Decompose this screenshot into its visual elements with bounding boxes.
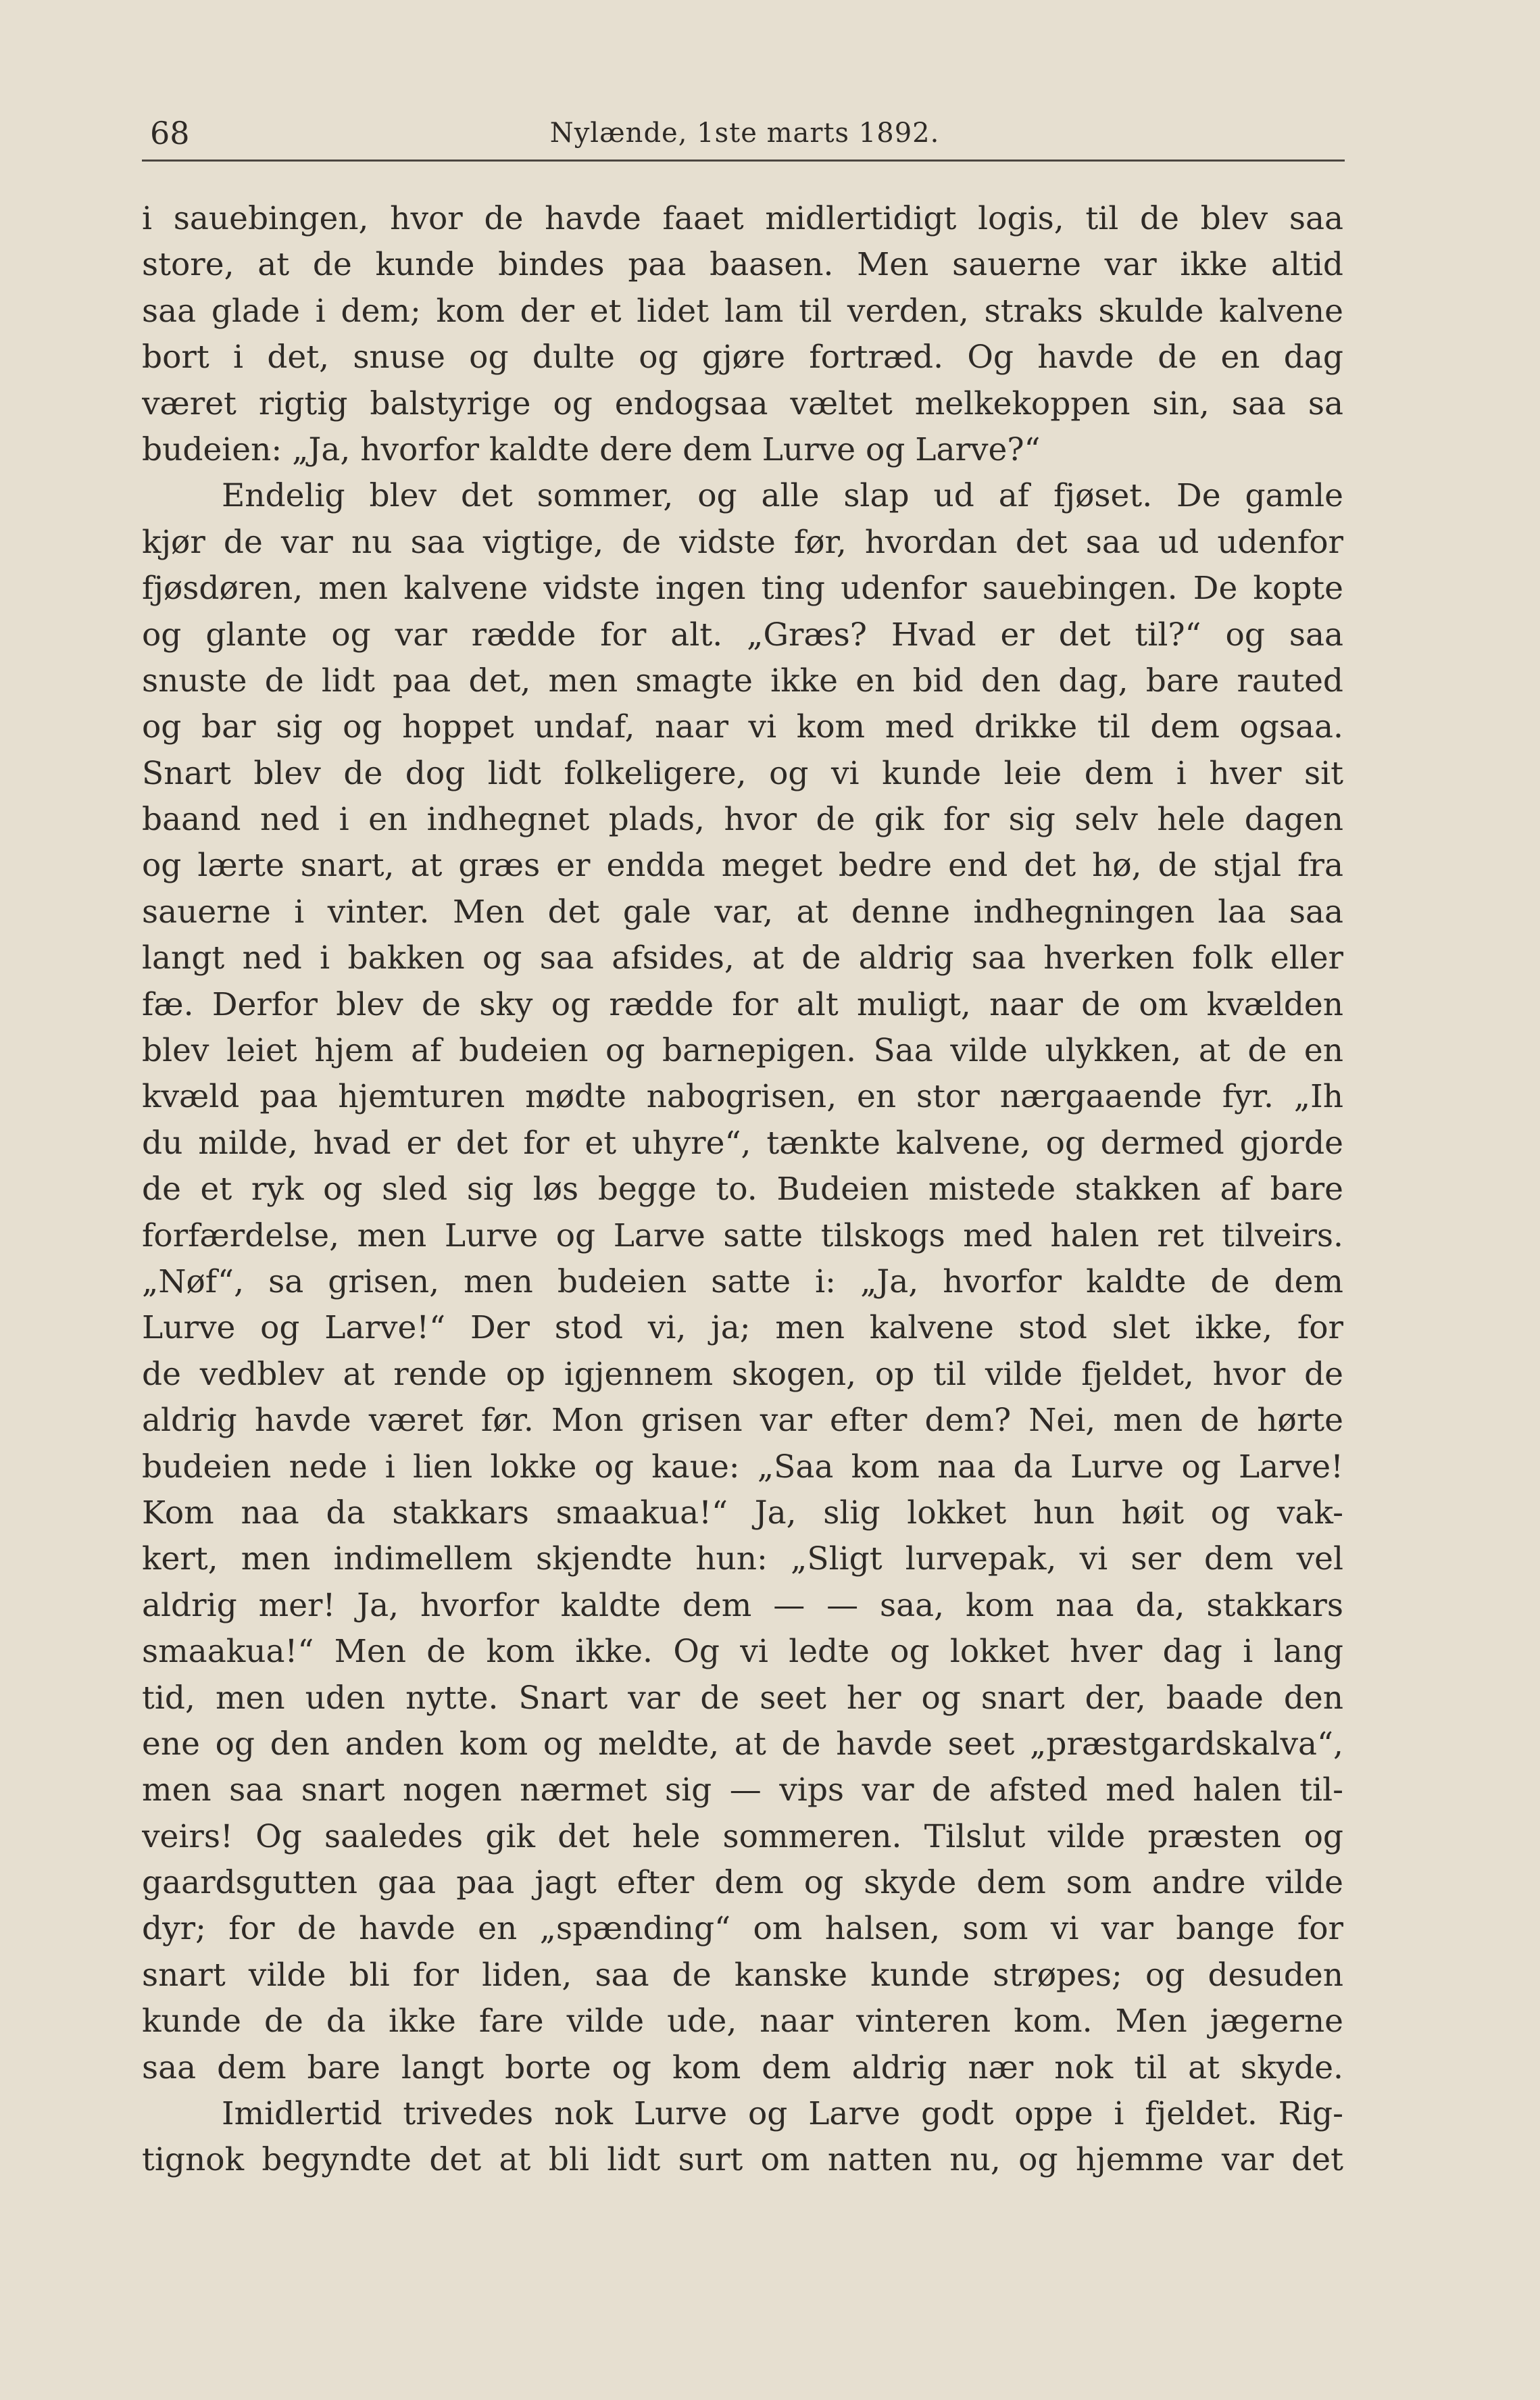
text-line: og glante og var rædde for alt. „Græs? Hvad er det til?“ og saa xyxy=(142,616,1343,654)
text-line: saa dem bare langt borte og kom dem aldrig nær nok til at skyde. xyxy=(142,2049,1343,2086)
text-line: kvæld paa hjemturen mødte nabogrisen, en stor nærgaaende fyr. „Ih xyxy=(142,1078,1343,1116)
text-line: været rigtig balstyrige og endogsaa væltet melkekoppen sin, saa sa xyxy=(142,385,1343,422)
text-line: du milde, hvad er det for et uhyre“, tænkte kalvene, og dermed gjorde xyxy=(142,1124,1343,1162)
paragraph-start-line: Endelig blev det sommer, og alle slap ud af fjøset. De gamle xyxy=(222,477,1343,515)
text-line: budeien: „Ja, hvorfor kaldte dere dem Lurve og Larve?“ xyxy=(142,431,1041,468)
text-line: Lurve og Larve!“ Der stod vi, ja; men kalvene stod slet ikke, for xyxy=(142,1309,1343,1347)
text-line: „Nøf“, sa grisen, men budeien satte i: „Ja, hvorfor kaldte de dem xyxy=(142,1263,1343,1300)
text-line: store, at de kunde bindes paa baasen. Men sauerne var ikke altid xyxy=(142,246,1343,284)
text-line: forfærdelse, men Lurve og Larve satte tilskogs med halen ret tilveirs. xyxy=(142,1217,1343,1254)
text-line: dyr; for de havde en „spænding“ om halsen, som vi var bange for xyxy=(142,1910,1343,1948)
text-line: tignok begyndte det at bli lidt surt om natten nu, og hjemme var det xyxy=(142,2141,1343,2179)
text-line: ene og den anden kom og meldte, at de havde seet „præstgardskalva“, xyxy=(142,1725,1343,1763)
text-line: sauerne i vinter. Men det gale var, at denne indhegningen laa saa xyxy=(142,893,1343,931)
text-line: smaakua!“ Men de kom ikke. Og vi ledte og lokket hver dag i lang xyxy=(142,1633,1343,1671)
text-line: tid, men uden nytte. Snart var de seet her og snart der, baade den xyxy=(142,1679,1343,1717)
text-line: kunde de da ikke fare vilde ude, naar vinteren kom. Men jægerne xyxy=(142,2003,1343,2040)
text-line: veirs! Og saaledes gik det hele sommeren. Tilslut vilde præsten og xyxy=(142,1817,1343,1855)
text-line: snuste de lidt paa det, men smagte ikke en bid den dag, bare rauted xyxy=(142,662,1343,700)
text-line: de et ryk og sled sig løs begge to. Budeien mistede stakken af bare xyxy=(142,1171,1343,1208)
text-line: blev leiet hjem af budeien og barnepigen. Saa vilde ulykken, at de en xyxy=(142,1032,1343,1070)
text-line: snart vilde bli for liden, saa de kanske kunde strøpes; og desuden xyxy=(142,1956,1343,1994)
text-line: aldrig mer! Ja, hvorfor kaldte dem — — saa, kom naa da, stakkars xyxy=(142,1586,1343,1624)
body-text xyxy=(142,196,1343,2184)
text-line: fjøsdøren, men kalvene vidste ingen ting udenfor sauebingen. De kopte xyxy=(142,570,1343,608)
text-line: Snart blev de dog lidt folkeligere, og vi kunde leie dem i hver sit xyxy=(142,754,1343,792)
paragraph-start-line: Imidlertid trivedes nok Lurve og Larve godt oppe i fjeldet. Rig- xyxy=(222,2095,1343,2133)
text-line: saa glade i dem; kom der et lidet lam til verden, straks skulde kalvene xyxy=(142,292,1343,330)
text-line: i sauebingen, hvor de havde faaet midlertidigt logis, til de blev saa xyxy=(142,200,1343,237)
page-number: 68 xyxy=(150,115,190,151)
text-line: kjør de var nu saa vigtige, de vidste før, hvordan det saa ud udenfor xyxy=(142,523,1343,561)
text-line: kert, men indimellem skjendte hun: „Sligt lurvepak, vi ser dem vel xyxy=(142,1540,1343,1578)
running-head: Nylænde, 1ste marts 1892. xyxy=(549,118,940,149)
text-line: bort i det, snuse og dulte og gjøre fortræd. Og havde de en dag xyxy=(142,339,1343,376)
text-line: og bar sig og hoppet undaf, naar vi kom med drikke til dem ogsaa. xyxy=(142,708,1343,746)
text-line: Kom naa da stakkars smaakua!“ Ja, slig lokket hun høit og vak- xyxy=(142,1494,1343,1532)
text-line: og lærte snart, at græs er endda meget bedre end det hø, de stjal fra xyxy=(142,847,1343,885)
text-line: baand ned i en indhegnet plads, hvor de gik for sig selv hele dagen xyxy=(142,801,1343,839)
text-line: de vedblev at rende op igjennem skogen, op til vilde fjeldet, hvor de xyxy=(142,1355,1343,1393)
text-line: aldrig havde været før. Mon grisen var efter dem? Nei, men de hørte xyxy=(142,1402,1343,1440)
text-line: men saa snart nogen nærmet sig — vips var de afsted med halen til- xyxy=(142,1771,1343,1809)
text-line: budeien nede i lien lokke og kaue: „Saa kom naa da Lurve og Larve! xyxy=(142,1448,1343,1486)
header-rule xyxy=(142,160,1345,162)
text-line: fæ. Derfor blev de sky og rædde for alt muligt, naar de om kvælden xyxy=(142,985,1343,1023)
text-line: langt ned i bakken og saa afsides, at de aldrig saa hverken folk eller xyxy=(142,939,1343,977)
page-header xyxy=(150,114,1339,153)
text-line: gaardsgutten gaa paa jagt efter dem og skyde dem som andre vilde xyxy=(142,1864,1343,1902)
